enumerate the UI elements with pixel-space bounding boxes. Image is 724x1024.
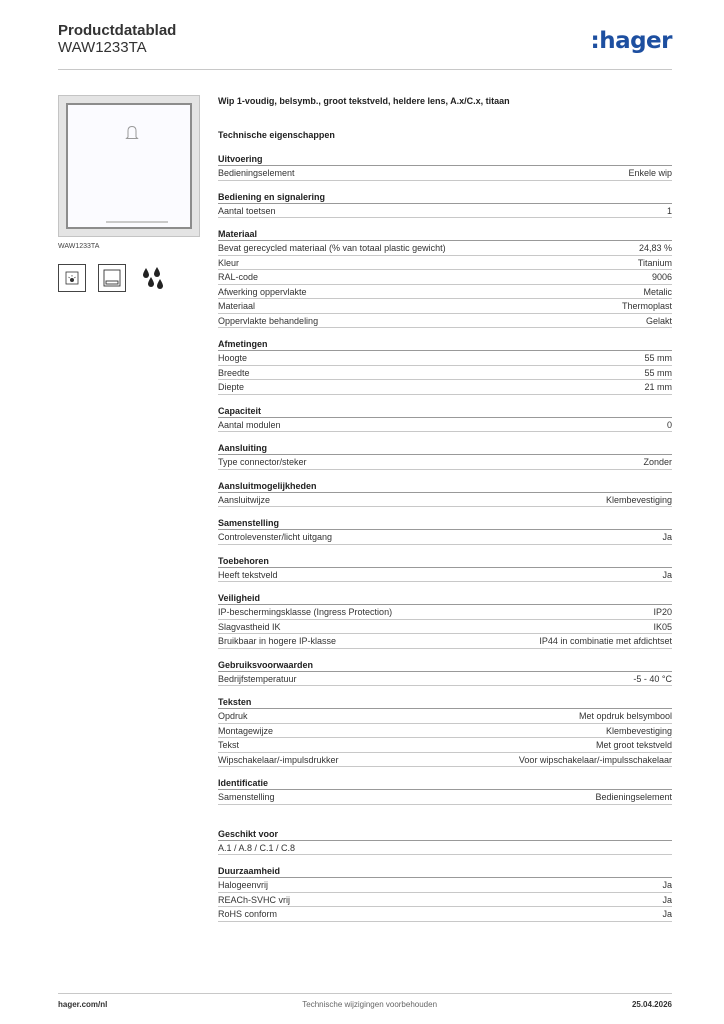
section-heading: Capaciteit [218, 404, 672, 418]
spec-value: 1 [666, 205, 672, 216]
switch-rocker [66, 103, 192, 229]
product-description: Wip 1-voudig, belsymb., groot tekstveld, heldere lens, A.x/C.x, titaan [218, 96, 510, 106]
section-heading: Veiligheid [218, 591, 672, 605]
spec-value: Ja [662, 569, 672, 580]
footer-site: hager.com/nl [58, 1000, 108, 1009]
water-drops-icon [138, 264, 166, 292]
spec-value: Metalic [643, 286, 672, 297]
section-heading: Geschikt voor [218, 827, 672, 841]
label-field-icon [98, 264, 126, 292]
spec-row [218, 204, 672, 219]
technical-properties-title: Technische eigenschappen [218, 130, 335, 140]
spec-value: 21 mm [644, 382, 672, 392]
spec-label: Controlevenster/licht uitgang [218, 532, 333, 542]
spec-row [218, 907, 672, 922]
spec-row [218, 724, 672, 739]
spec-label: Materiaal [218, 301, 256, 311]
hager-logo: :hager [590, 28, 672, 54]
spec-row [218, 790, 672, 805]
spec-value: Ja [662, 880, 672, 890]
spec-row [218, 709, 672, 724]
spec-value: Ja [662, 532, 672, 542]
spec-row [218, 256, 672, 271]
spec-value: -5 - 40 °C [633, 673, 672, 684]
spec-label: Diepte [218, 382, 245, 392]
spec-label: Heeft tekstveld [218, 569, 278, 580]
spec-label: Halogeenvrij [218, 880, 269, 890]
spec-value: 55 mm [644, 367, 672, 378]
spec-label: Tekst [218, 740, 240, 750]
section-heading: Aansluiting [218, 441, 672, 455]
section-heading: Teksten [218, 695, 672, 709]
spec-row [218, 366, 672, 381]
spec-row [218, 568, 672, 583]
spec-value: Met opdruk belsymbool [578, 711, 672, 721]
spec-label: Bedieningselement [218, 168, 295, 178]
section-heading: Duurzaamheid [218, 864, 672, 878]
section-heading: Uitvoering [218, 152, 672, 166]
bell-icon [125, 125, 139, 141]
spec-row [218, 605, 672, 620]
spec-value: Klembevestiging [605, 494, 672, 505]
spec-value: 9006 [651, 272, 672, 282]
spec-value: IK05 [653, 621, 672, 632]
spec-label: Samenstelling [218, 792, 275, 802]
spec-value: Titanium [637, 257, 672, 268]
spec-value: Thermoplast [621, 301, 672, 311]
section-heading: Toebehoren [218, 554, 672, 568]
product-code: WAW1233TA [58, 39, 147, 56]
spec-label: Kleur [218, 257, 240, 268]
spec-row [218, 380, 672, 395]
spec-row [218, 620, 672, 635]
spec-row [218, 634, 672, 649]
spec-label: Aansluitwijze [218, 494, 271, 505]
spec-label: Bedrijfstemperatuur [218, 673, 297, 684]
footer-note: Technische wijzigingen voorbehouden [302, 1000, 438, 1009]
spec-value: 0 [666, 419, 672, 430]
spec-label: Wipschakelaar/-impulsdrukker [218, 754, 339, 765]
spec-row [218, 878, 672, 893]
spec-row [218, 166, 672, 181]
document-title: Productdatablad [58, 22, 177, 39]
spec-label: REACh-SVHC vrij [218, 894, 291, 905]
spec-row [218, 270, 672, 285]
section-heading: Afmetingen [218, 337, 672, 351]
page-footer [58, 993, 672, 1009]
spec-label: Slagvastheid IK [218, 621, 281, 632]
spec-row [218, 841, 672, 856]
spec-value: IP20 [653, 607, 672, 617]
spec-row [218, 299, 672, 314]
spec-value: Bedieningselement [595, 792, 672, 802]
spec-value: 24,83 % [638, 243, 672, 253]
spec-label: Bruikbaar in hogere IP-klasse [218, 636, 337, 646]
specifications [218, 96, 672, 922]
footer-date: 25.04.2026 [631, 1000, 672, 1009]
spec-row [218, 314, 672, 329]
section-heading: Bediening en signalering [218, 190, 672, 204]
spec-value: Ja [662, 909, 672, 919]
spec-row [218, 530, 672, 545]
product-image [58, 95, 200, 237]
spec-label: A.1 / A.8 / C.1 / C.8 [218, 842, 296, 853]
section-heading: Materiaal [218, 227, 672, 241]
spec-label: Hoogte [218, 353, 248, 363]
spec-value: Klembevestiging [605, 725, 672, 736]
spec-label: Afwerking oppervlakte [218, 286, 307, 297]
spec-label: RAL-code [218, 272, 259, 282]
spec-value: Gelakt [645, 315, 672, 326]
spec-value: 55 mm [644, 353, 672, 363]
spec-label: Aantal toetsen [218, 205, 276, 216]
spec-label: Montagewijze [218, 725, 274, 736]
spec-row [218, 351, 672, 366]
spec-row [218, 672, 672, 687]
section-heading: Aansluitmogelijkheden [218, 479, 672, 493]
spec-value: Voor wipschakelaar/-impulsschakelaar [518, 754, 672, 765]
spec-label: IP-beschermingsklasse (Ingress Protection) [218, 607, 393, 617]
spec-row [218, 893, 672, 908]
spec-row [218, 418, 672, 433]
spec-label: Type connector/steker [218, 457, 307, 467]
section-heading: Identificatie [218, 776, 672, 790]
spec-value: Ja [662, 894, 672, 905]
spec-row [218, 753, 672, 768]
spec-label: Aantal modulen [218, 419, 281, 430]
spec-label: Bevat gerecycled materiaal (% van totaal plastic gewicht) [218, 243, 446, 253]
spec-label: Oppervlakte behandeling [218, 315, 319, 326]
image-caption: WAW1233TA [58, 243, 100, 250]
spec-value: Met groot tekstveld [595, 740, 672, 750]
spec-row [218, 285, 672, 300]
light-icon [58, 264, 86, 292]
label-field [106, 221, 168, 223]
spec-row [218, 455, 672, 470]
spec-value: IP44 in combinatie met afdichtset [539, 636, 672, 646]
page-header [58, 22, 672, 70]
spec-label: RoHS conform [218, 909, 278, 919]
spec-row [218, 241, 672, 256]
spec-sections [218, 152, 672, 922]
spec-row [218, 493, 672, 508]
spec-value: Enkele wip [628, 168, 672, 178]
spec-value: Zonder [643, 457, 672, 467]
section-heading: Samenstelling [218, 516, 672, 530]
feature-icons [58, 264, 166, 292]
spec-label: Opdruk [218, 711, 248, 721]
section-heading: Gebruiksvoorwaarden [218, 658, 672, 672]
spec-row [218, 738, 672, 753]
spec-label: Breedte [218, 367, 250, 378]
